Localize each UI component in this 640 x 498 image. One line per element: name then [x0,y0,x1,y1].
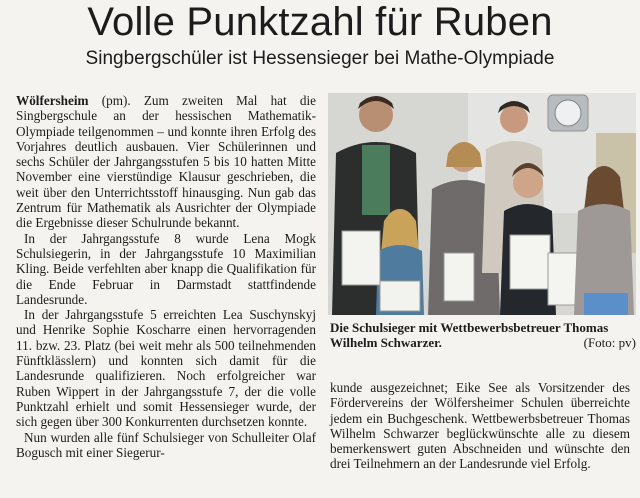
group-photo [328,93,636,315]
subheadline: Singbergschüler ist Hessensieger bei Mathe-Olympiade [85,48,555,69]
paragraph: In der Jahrgangsstufe 5 erreichten Lea Suschynskyj und Henrike Sophie Koscharre einen hervorragenden 11. bzw. 23. Platz (bei weit mehr als 500 teilnehmenden Fünftklässlern) und konnten sich damit für die Landesrunde qualifizieren. Noch erfolgreicher war Ruben Wippert in der Jahrgangsstufe 7, der die volle Punktzahl erhielt und somit Hessensieger wurde, der sich gegen über 300 Konkurrenten durchsetzen konnte. [16,307,316,430]
article-column-2 [330,380,630,472]
article-column-1 [16,93,316,460]
group-photo-illustration [328,93,636,315]
photo-caption [330,320,636,350]
paragraph: Nun wurden alle fünf Schulsieger von Schulleiter Olaf Bogusch mit einer Siegerur- [16,429,316,460]
dateline: Wölfersheim [16,93,89,108]
photo-credit: (Foto: pv) [583,335,636,350]
caption-text: Die Schulsieger mit Wettbewerbsbetreuer Thomas Wilhelm Schwarzer. [330,320,609,350]
paragraph [16,93,316,231]
paragraph: In der Jahrgangsstufe 8 wurde Lena Mogk Schulsiegerin, in der Jahrgangsstufe 10 Maximilian Kling. Beide verfehlten aber knapp die Qualifikation für die Ende Februar in Darmstadt stattfindende Landesrunde. [16,230,316,307]
headline: Volle Punktzahl für Ruben [87,0,553,44]
paragraph: kunde ausgezeichnet; Eike See als Vorsitzender des Fördervereins der Wölfersheimer Schulen überreichte jedem ein Buchgeschenk. Wettbewerbsbetreuer Thomas Wilhelm Schwarzer beglückwünschte alle zu diesem bemerkenswert guten Abschneiden und wünschte den drei Teilnehmern an der Landesrunde viel Erfolg. [330,380,630,472]
paragraph-text: (pm). Zum zweiten Mal hat die Singbergschule an der hessischen Mathematik-Olympiade teilgenommen – und konnte ihren Erfolg des Vorjahres deutlich ausbauen. Vier Schülerinnen und sechs Schüler der Jahrgangsstufen 5 bis 10 hatten Mitte November eine vierstündige Klausur geschrieben, die weit über den Unterrichtsstoff hinausging. Nun gab das Zentrum für Mathematik als Ausrichter der Olympiade die Ergebnisse dieser Schulrunde bekannt. [16,93,316,231]
